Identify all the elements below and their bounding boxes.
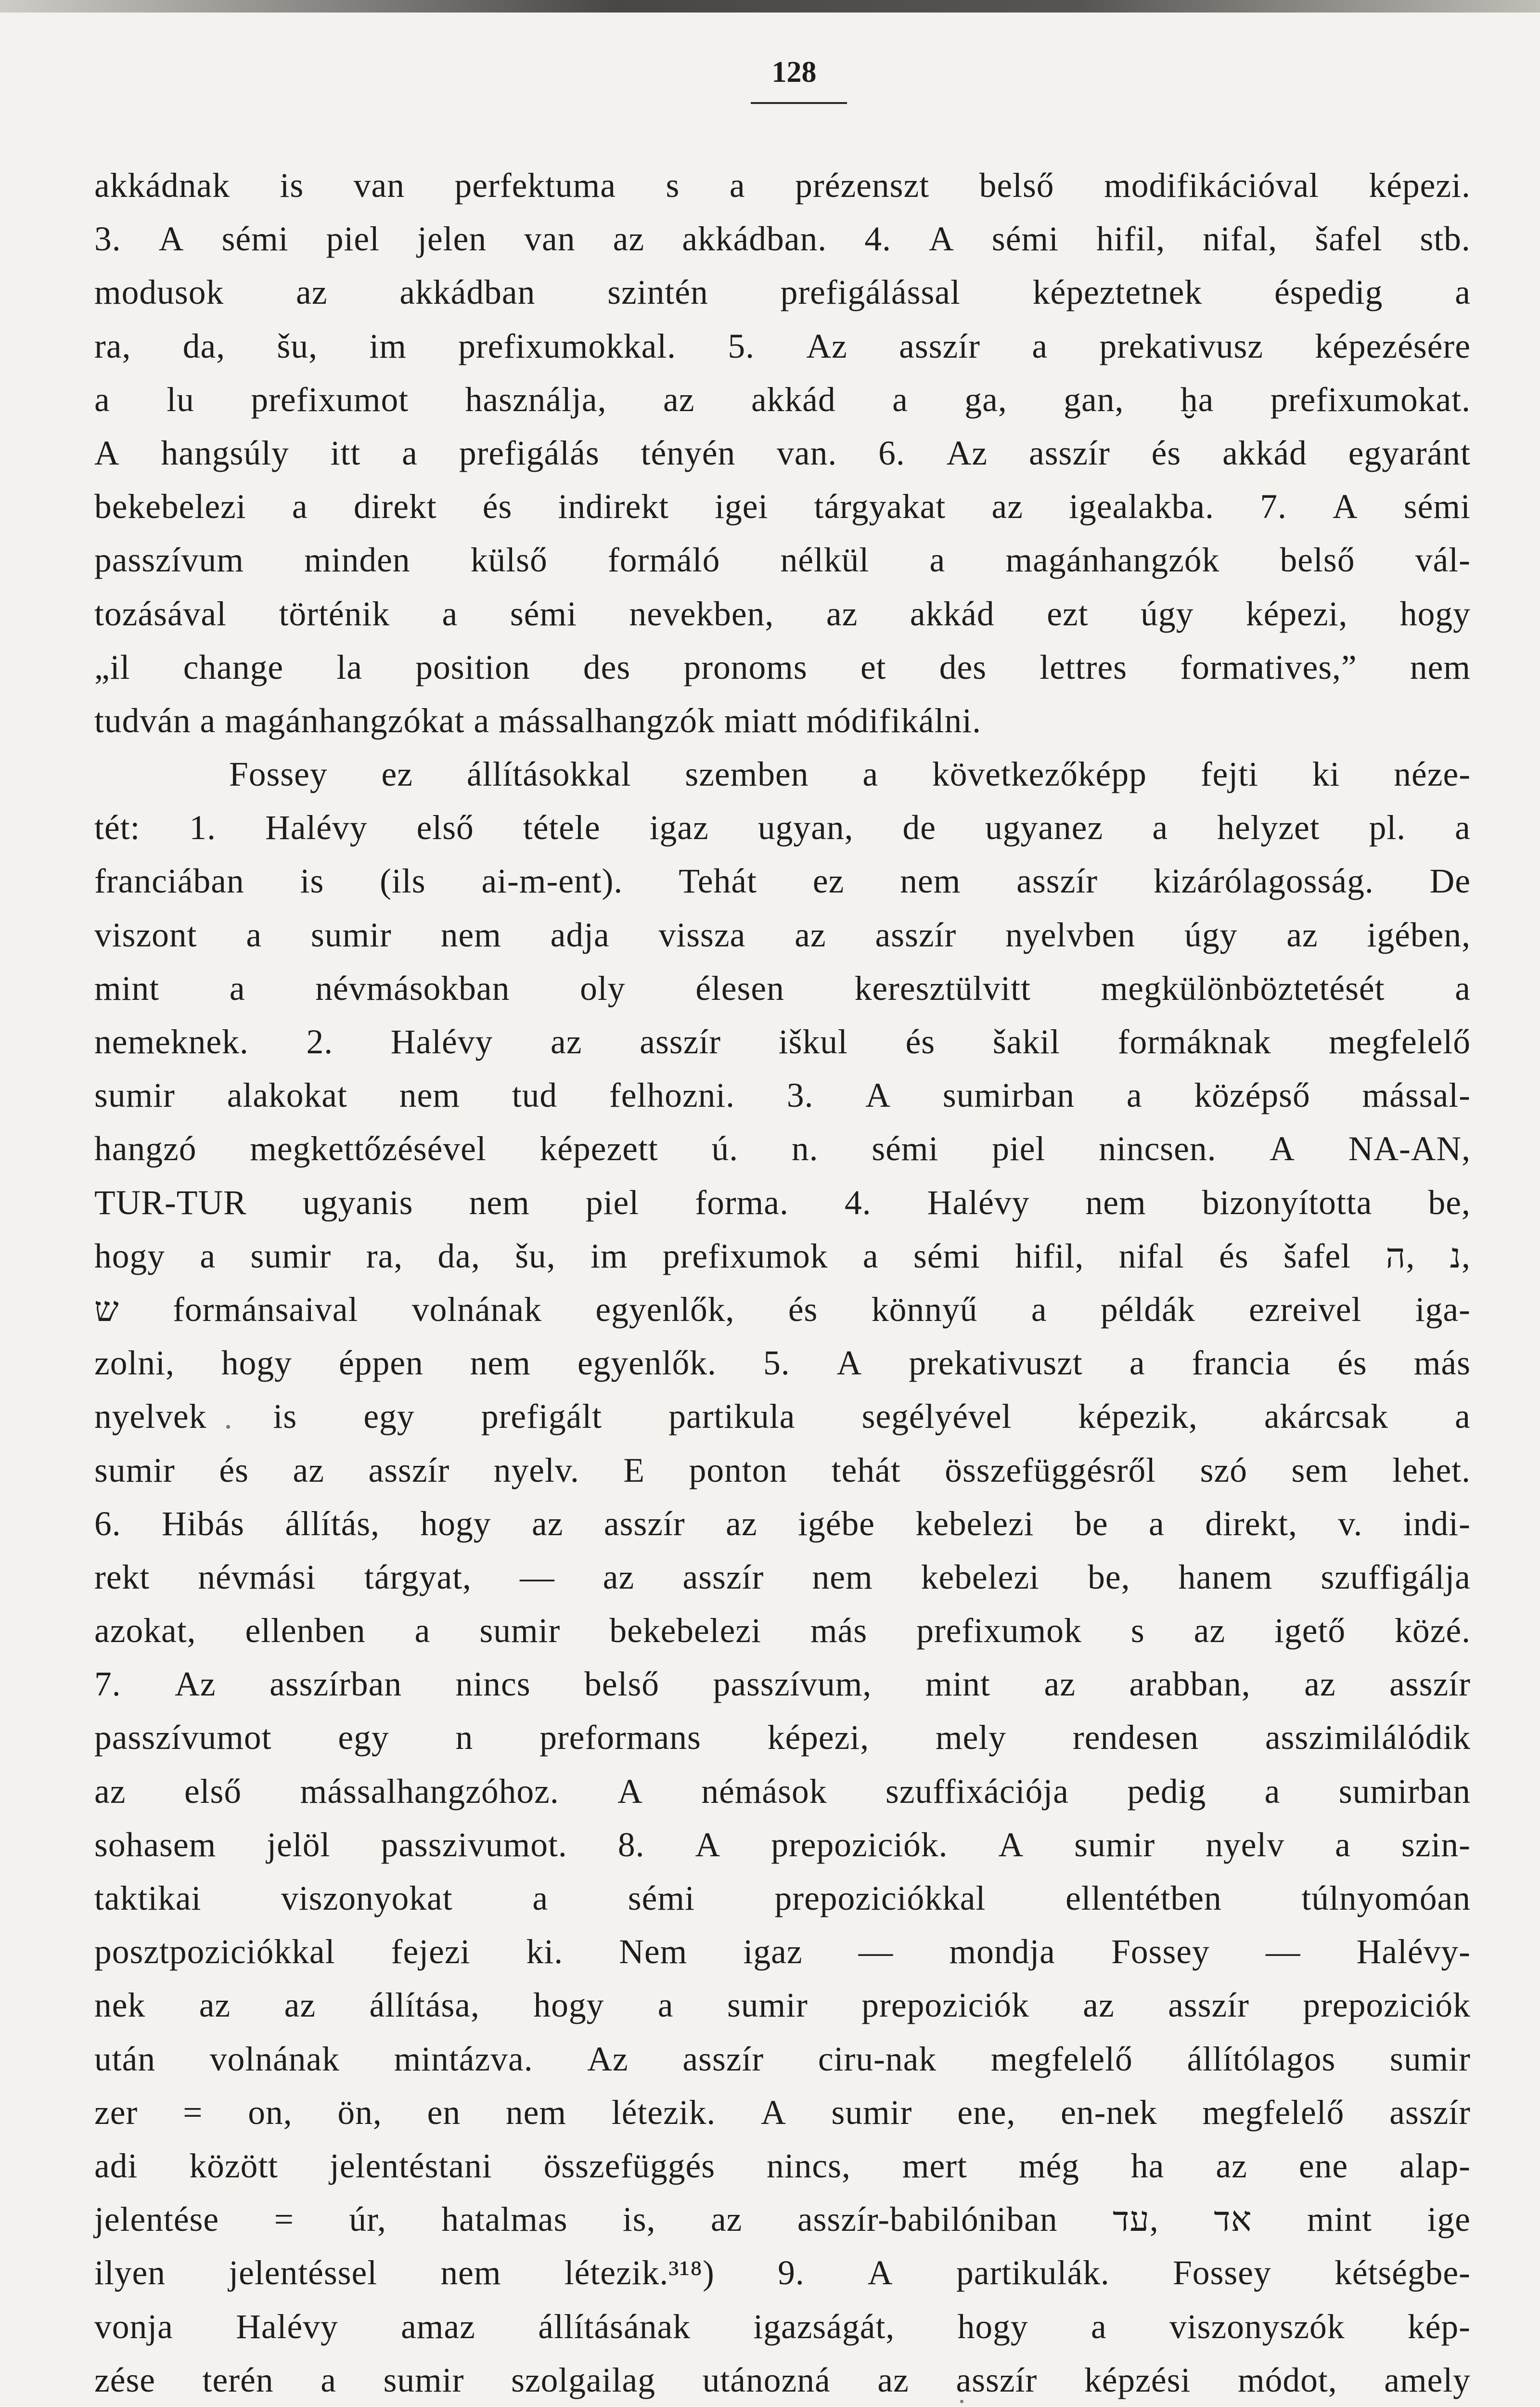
- text-line: nek az az állítása, hogy a sumir prepoziciók az asszír prepoziciók: [94, 1986, 1471, 2025]
- text-line: A hangsúly itt a prefigálás tényén van. 6. Az asszír és akkád egyaránt: [94, 434, 1471, 472]
- text-line: modusok az akkádban szintén prefigálással képeztetnek éspedig a: [94, 273, 1471, 312]
- text-line: tudván a magánhangzókat a mássalhangzók miatt módifikálni.: [94, 701, 981, 740]
- text-line: zése terén a sumir szolgailag utánozná az asszír képzési módot, amely: [94, 2361, 1471, 2399]
- text-line: 3. A sémi piel jelen van az akkádban. 4. A sémi hifil, nifal, šafel stb.: [94, 220, 1471, 259]
- text-line: Fossey ez állításokkal szemben a következőképp fejti ki néze-: [229, 755, 1471, 794]
- page-number-rule: [751, 102, 847, 104]
- text-line: TUR-TUR ugyanis nem piel forma. 4. Halévy nem bizonyította be,: [94, 1183, 1471, 1222]
- text-line: jelentése = úr, hatalmas is, az asszír-babilóniban עד, אד mint ige: [94, 2200, 1471, 2239]
- text-line: hangzó megkettőzésével képezett ú. n. sémi piel nincsen. A NA-AN,: [94, 1130, 1471, 1168]
- text-line: passzívum minden külső formáló nélkül a magánhangzók belső vál-: [94, 541, 1471, 580]
- text-line: tét: 1. Halévy első tétele igaz ugyan, de ugyanez a helyzet pl. a: [94, 809, 1471, 847]
- text-line: vonja Halévy amaz állításának igazságát, hogy a viszonyszók kép-: [94, 2307, 1471, 2346]
- footnote: [168, 2397, 398, 2407]
- text-line: „il change la position des pronoms et des lettres formatives,” nem: [94, 648, 1471, 686]
- body-text: [94, 159, 1471, 2407]
- text-line: ilyen jelentéssel nem létezik.³¹⁸) 9. A partikulák. Fossey kétségbe-: [94, 2254, 1471, 2292]
- text-line: sumir alakokat nem tud felhozni. 3. A sumirban a középső mással-: [94, 1076, 1471, 1115]
- text-line: rekt névmási tárgyat, — az asszír nem kebelezi be, hanem szuffigálja: [94, 1558, 1471, 1596]
- text-line: hogy a sumir ra, da, šu, im prefixumok a sémi hifil, nifal és šafel ה, נ,: [94, 1237, 1471, 1275]
- text-line: adi között jelentéstani összefüggés nincs, mert még ha az ene alap-: [94, 2147, 1471, 2185]
- text-line: ש formánsaival volnának egyenlők, és könnyű a példák ezreivel iga-: [94, 1290, 1471, 1329]
- text-line: a lu prefixumot használja, az akkád a ga, gan, ḫa prefixumokat.: [94, 380, 1471, 419]
- text-line: franciában is (ils ai-m-ent). Tehát ez nem asszír kizárólagosság. De: [94, 862, 1471, 901]
- scan-speck: [226, 1425, 230, 1429]
- text-line: nyelvek is egy prefigált partikula segélyével képezik, akárcsak a: [94, 1398, 1471, 1436]
- text-line: zolni, hogy éppen nem egyenlők. 5. A prekativuszt a francia és más: [94, 1344, 1471, 1383]
- text-line: viszont a sumir nem adja vissza az asszír nyelvben úgy az igében,: [94, 916, 1471, 954]
- text-line: nemeknek. 2. Halévy az asszír iškul és šakil formáknak megfelelő: [94, 1023, 1471, 1061]
- text-line: tozásával történik a sémi nevekben, az akkád ezt úgy képezi, hogy: [94, 595, 1471, 633]
- text-line: bekebelezi a direkt és indirekt igei tárgyakat az igealakba. 7. A sémi: [94, 488, 1471, 526]
- text-line: mint a névmásokban oly élesen keresztülvitt megkülönböztetését a: [94, 969, 1471, 1008]
- page-number: 128: [771, 56, 817, 89]
- text-line: után volnának mintázva. Az asszír ciru-nak megfelelő állítólagos sumir: [94, 2040, 1471, 2078]
- text-line: akkádnak is van perfektuma s a prézenszt belső modifikációval képezi.: [94, 167, 1471, 205]
- text-line: 7. Az asszírban nincs belső passzívum, mint az arabban, az asszír: [94, 1665, 1471, 1704]
- scan-speck: [960, 2400, 963, 2403]
- text-line: sumir és az asszír nyelv. E ponton tehát összefüggésről szó sem lehet.: [94, 1451, 1471, 1489]
- text-line: zer = on, ön, en nem létezik. A sumir ene, en-nek megfelelő asszír: [94, 2093, 1471, 2132]
- scan-edge: [0, 0, 1540, 13]
- text-line: azokat, ellenben a sumir bekebelezi más prefixumok s az igető közé.: [94, 1612, 1471, 1650]
- text-line: sohasem jelöl passzivumot. 8. A prepoziciók. A sumir nyelv a szin-: [94, 1825, 1471, 1864]
- text-line: 6. Hibás állítás, hogy az asszír az igébe kebelezi be a direkt, v. indi-: [94, 1504, 1471, 1543]
- text-line: az első mássalhangzóhoz. A némások szuffixációja pedig a sumirban: [94, 1772, 1471, 1811]
- text-line: ra, da, šu, im prefixumokkal. 5. Az asszír a prekativusz képezésére: [94, 327, 1471, 365]
- text-line: posztpoziciókkal fejezi ki. Nem igaz — mondja Fossey — Halévy-: [94, 1933, 1471, 1971]
- text-line: passzívumot egy n preformans képezi, mely rendesen asszimilálódik: [94, 1719, 1471, 1757]
- text-line: taktikai viszonyokat a sémi prepoziciókkal ellentétben túlnyomóan: [94, 1879, 1471, 1917]
